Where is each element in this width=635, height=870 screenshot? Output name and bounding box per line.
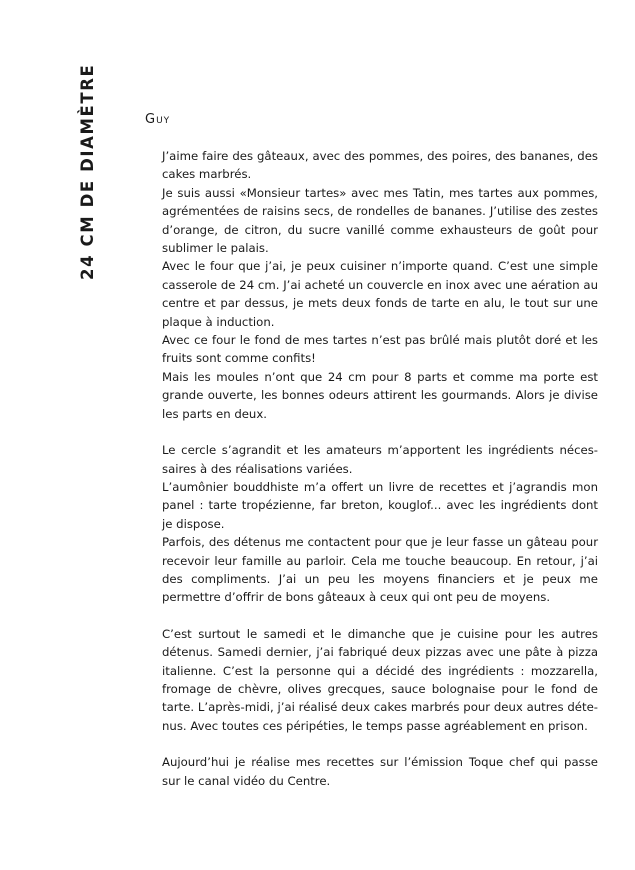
paragraph-6: Le cercle s’agrandit et les amateurs m’apportent les ingrédients nécessaires à des réalisations variées.: [162, 443, 598, 476]
paragraph-7: L’aumônier bouddhiste m’a offert un livre de recettes et j’agrandis mon panel : tarte tropézienne, far breton, kouglof... avec les ingrédients dont je dispose.: [162, 479, 598, 531]
chapter-title: 24 CM DE DIAMÈTRE: [78, 63, 97, 280]
paragraph-2: Je suis aussi «Monsieur tartes» avec mes Tatin, mes tartes aux pommes, agrémentées de raisins secs, de rondelles de bananes. J’utilise des zestes d’orange, de citron, du sucre vanillé comme exhausteurs de goût pour sublimer le palais.: [162, 185, 598, 256]
paragraph-9: C’est surtout le samedi et le dimanche que je cuisine pour les autres détenus. Samedi dernier, j’ai fabriqué deux pizzas avec une pâte à pizza italienne. C’est la personne qui a décidé des ingrédients : mozzarella, fromage de chèvre, olives grecques, sauce bolognaise pour le fond de tarte. L’après-midi, j’ai réalisé deux cakes marbrés pour deux autres détenus. Avec toutes ces péripéties, le temps passe agréablement en prison.: [162, 626, 598, 733]
paragraph-3: Avec le four que j’ai, je peux cuisiner n’importe quand. C’est une simple casserole de 24 cm. J’ai acheté un couvercle en inox avec une aération au centre et par dessus, je mets deux fonds de tarte en alu, le tout sur une plaque à induction.: [162, 259, 598, 329]
paragraph-4: Avec ce four le fond de mes tartes n’est pas brûlé mais plutôt doré et les fruits sont comme confits!: [162, 333, 598, 366]
paragraph-1: J’aime faire des gâteaux, avec des pommes, des poires, des bananes, des cakes marbrés.: [162, 149, 598, 182]
paragraph-8: Parfois, des détenus me contactent pour que je leur fasse un gâteau pour recevoir leur famille au parloir. Cela me touche beaucoup. En retour, j’ai des compliments. J’ai un peu les moyens financiers et je peux me permettre d’offrir de bons gâteaux à ceux qui ont peu de moyens.: [162, 535, 598, 605]
author-name: Guy: [145, 112, 171, 127]
article-body: [162, 147, 598, 790]
paragraph-5: Mais les moules n’ont que 24 cm pour 8 parts et comme ma porte est grande ouverte, les bonnes odeurs attirent les gourmands. Alors je divise les parts en deux.: [162, 369, 598, 421]
paragraph-10: Aujourd’hui je réalise mes recettes sur l’émission Toque chef qui passe sur le canal vidéo du Centre.: [162, 755, 598, 788]
